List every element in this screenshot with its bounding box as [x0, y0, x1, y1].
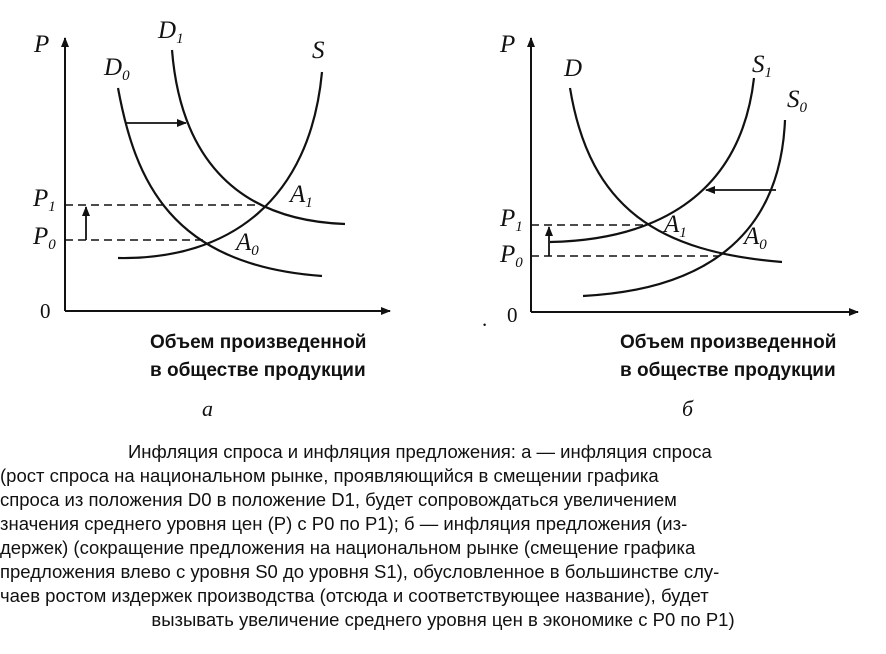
- panel-b-label-d: D: [564, 55, 583, 82]
- caption-line-6: предложения влево с уровня S0 до уровня S1), обусловленное в большинстве слу-: [0, 561, 720, 582]
- caption-line-1: Инфляция спроса и инфляция предложения: а — инфляция спроса: [128, 441, 712, 462]
- panel-a-chart: [32, 17, 390, 421]
- caption-line-4: значения среднего уровня цен (P) с P0 по P1); б — инфляция предложения (из-: [0, 513, 688, 534]
- panel-a-label-d1: $D_1$: [158, 17, 184, 47]
- panel-b-x-caption-line1: Объем произведенной: [620, 332, 837, 353]
- panel-b-label-p1: $P_1$: [500, 205, 523, 235]
- panel-a-label-p1: $P_1$: [33, 185, 56, 215]
- panel-a-curve-d1: [172, 50, 345, 224]
- panel-a-label-p0: $P_0$: [33, 223, 56, 253]
- panel-b-origin-dot: .: [482, 307, 488, 331]
- panel-a-label-a0: $A_0$: [236, 229, 259, 259]
- panel-a-curve-s: [118, 72, 322, 258]
- panel-b-label-a1: $A_1$: [664, 211, 687, 241]
- panel-b-x-caption-line2: в обществе продукции: [620, 360, 836, 381]
- figure-caption: [0, 440, 886, 632]
- panel-b-y-axis-label: P: [500, 31, 516, 58]
- panel-b-curve-s0: [583, 120, 785, 296]
- panel-b-label-s0: $S_0$: [787, 86, 807, 116]
- panel-b-chart: [482, 31, 858, 421]
- panel-a-y-axis-label: P: [34, 31, 50, 58]
- panel-a-origin-label: 0: [40, 299, 51, 323]
- panel-a-label-d0: $D_0$: [104, 54, 130, 84]
- panel-b-label-s1: $S_1$: [752, 51, 772, 81]
- panel-b-label-p0: $P_0$: [500, 241, 523, 271]
- caption-line-2: (рост спроса на национальном рынке, проявляющийся в смещении графика: [0, 465, 659, 486]
- caption-line-7: чаев ростом издержек производства (отсюда и соответствующее название), будет: [0, 585, 709, 606]
- panel-b-origin-label: 0: [507, 303, 518, 327]
- panel-b-curve-s1: [550, 78, 754, 242]
- caption-line-3: спроса из положения D0 в положение D1, будет сопровождаться увеличением: [0, 489, 677, 510]
- caption-line-5: держек) (сокращение предложения на национальном рынке (смещение графика: [0, 537, 696, 558]
- panel-a-label-s: S: [312, 37, 325, 64]
- panel-a-x-caption-line2: в обществе продукции: [150, 360, 366, 381]
- caption-line-8: вызывать увеличение среднего уровня цен в экономике с P0 по P1): [151, 609, 735, 630]
- panel-a-letter: а: [202, 396, 213, 421]
- panel-a-label-a1: $A_1$: [290, 181, 313, 211]
- panel-a-x-caption-line1: Объем произведенной: [150, 332, 367, 353]
- panel-b-letter: б: [682, 396, 694, 421]
- panel-b-label-a0: $A_0$: [744, 223, 767, 253]
